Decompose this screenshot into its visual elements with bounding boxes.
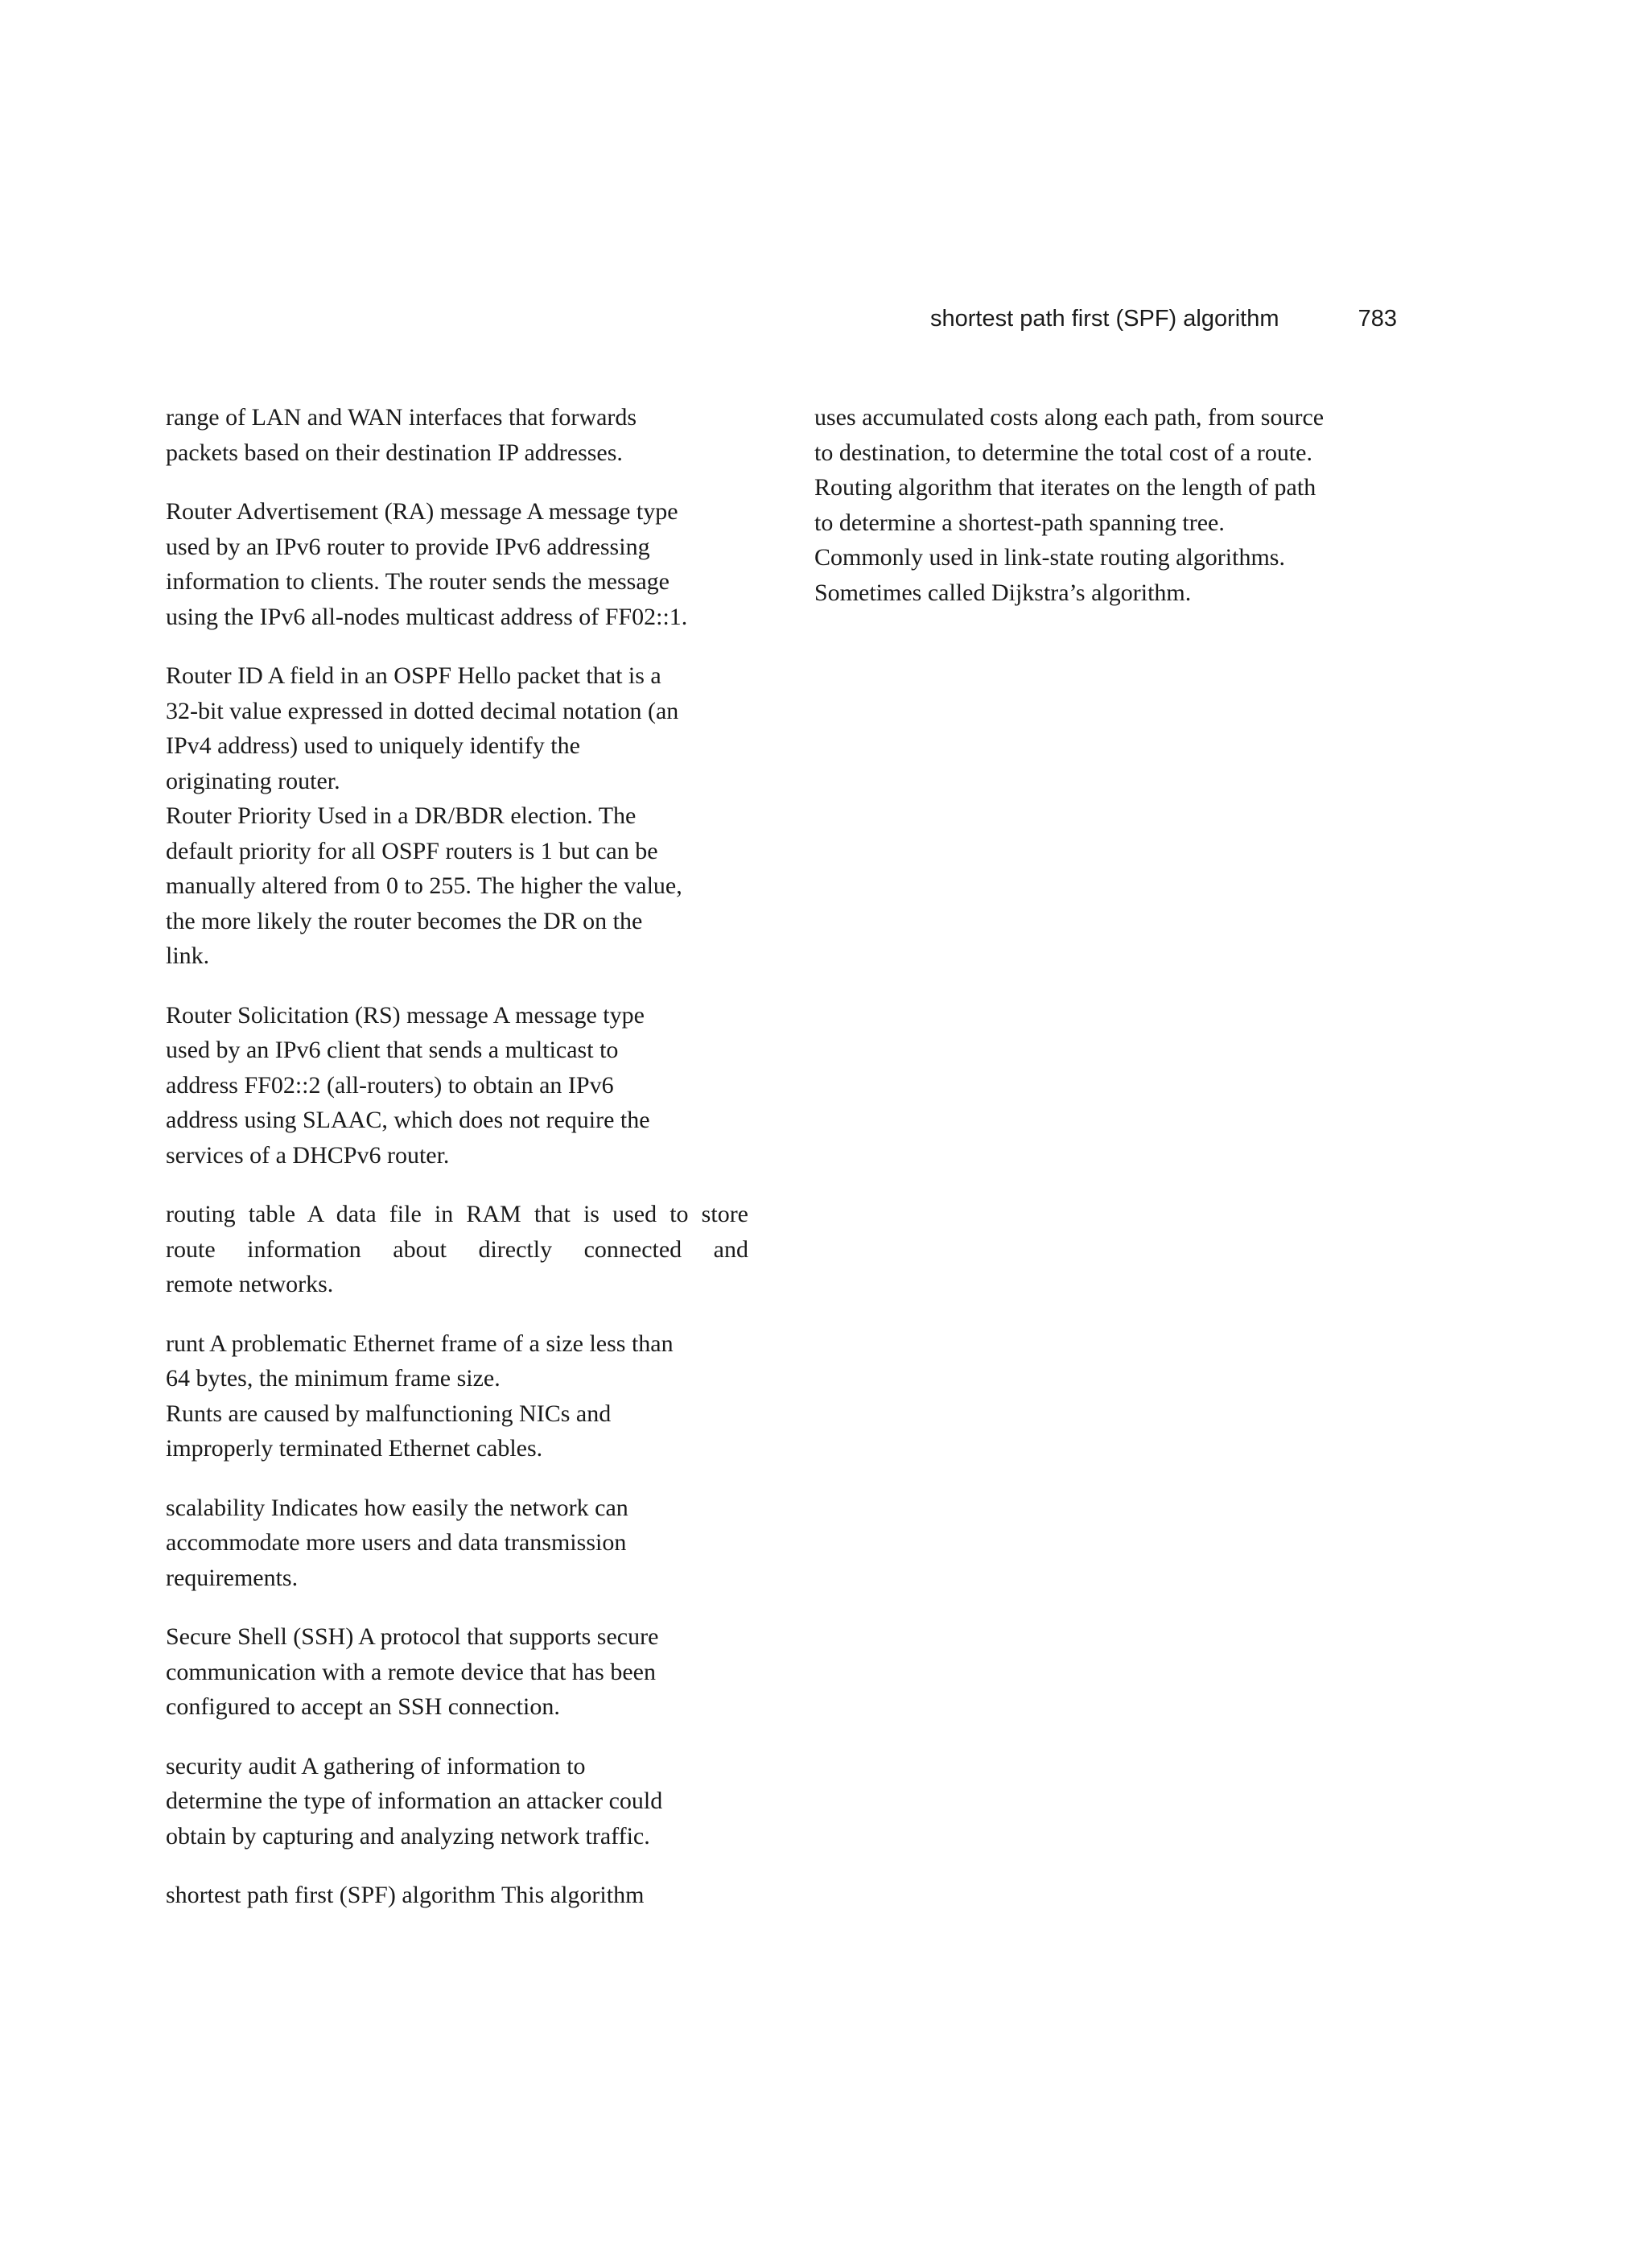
entry-line: routing table A data file in RAM that is used to store: [166, 1201, 748, 1227]
running-head: [885, 301, 1397, 336]
entry-line: link.: [166, 942, 210, 969]
entry-line: obtain by capturing and analyzing network traffic.: [166, 1822, 650, 1849]
glossary-entry-router-advertisement: [166, 494, 748, 634]
entry-line: determine the type of information an attacker could: [166, 1788, 663, 1814]
glossary-entry-security-audit: [166, 1749, 748, 1854]
entry-line: to determine a shortest-path spanning tree.: [814, 509, 1225, 536]
entry-line: originating router.: [166, 767, 340, 794]
entry-line: runt A problematic Ethernet frame of a size less than: [166, 1330, 674, 1357]
entry-line: configured to accept an SSH connection.: [166, 1693, 560, 1720]
entry-line: address FF02::2 (all-routers) to obtain an IPv6: [166, 1071, 614, 1099]
entry-line: Routing algorithm that iterates on the length of path: [814, 474, 1316, 501]
entry-line: Runts are caused by malfunctioning NICs and: [166, 1400, 612, 1427]
entry-line: the more likely the router becomes the DR on the: [166, 907, 643, 934]
entry-line: route information about directly connected and: [166, 1235, 748, 1263]
glossary-entry-router-continued: [166, 400, 748, 470]
entry-line: 64 bytes, the minimum frame size.: [166, 1365, 501, 1392]
entry-line: Sometimes called Dijkstra’s algorithm.: [814, 579, 1192, 606]
entry-line: Router Priority Used in a DR/BDR election. The: [166, 802, 637, 829]
right-column: [814, 400, 1397, 610]
entry-line: packets based on their destination IP addresses.: [166, 439, 623, 466]
entry-line: uses accumulated costs along each path, from source: [814, 404, 1325, 431]
entry-line: default priority for all OSPF routers is 1 but can be: [166, 837, 658, 864]
entry-line: Commonly used in link-state routing algorithms.: [814, 544, 1285, 571]
glossary-entry-spf-algorithm: [166, 1878, 748, 1913]
entry-line: shortest path first (SPF) algorithm This algorithm: [166, 1882, 645, 1908]
glossary-entry-router-id: [166, 658, 748, 798]
entry-line: manually altered from 0 to 255. The higher the value,: [166, 872, 682, 899]
entry-line: scalability Indicates how easily the network can: [166, 1494, 628, 1521]
glossary-entry-router-solicitation: [166, 998, 748, 1173]
entry-line: 32-bit value expressed in dotted decimal notation (an: [166, 697, 679, 724]
page-number: 783: [1358, 306, 1397, 332]
entry-line: improperly terminated Ethernet cables.: [166, 1435, 543, 1462]
entry-line: services of a DHCPv6 router.: [166, 1141, 450, 1169]
running-head-title: shortest path first (SPF) algorithm: [930, 306, 1279, 332]
entry-line: communication with a remote device that has been: [166, 1658, 656, 1685]
entry-line: using the IPv6 all-nodes multicast address of FF02::1.: [166, 603, 688, 630]
entry-line: information to clients. The router sends the message: [166, 568, 670, 595]
entry-line: remote networks.: [166, 1271, 334, 1297]
glossary-entry-routing-table: [166, 1197, 748, 1302]
glossary-entry-spf-algorithm-continued: [814, 400, 1397, 610]
entry-line: Router Solicitation (RS) message A message type: [166, 1001, 645, 1029]
glossary-entry-router-priority: [166, 798, 748, 974]
entry-line: Router Advertisement (RA) message A message type: [166, 498, 678, 525]
entry-line: Secure Shell (SSH) A protocol that supports secure: [166, 1623, 659, 1650]
entry-line: to destination, to determine the total cost of a route.: [814, 439, 1312, 466]
entry-line: used by an IPv6 router to provide IPv6 addressing: [166, 533, 650, 560]
glossary-entry-scalability: [166, 1491, 748, 1596]
entry-line: Router ID A field in an OSPF Hello packet that is a: [166, 662, 661, 689]
entry-line: requirements.: [166, 1564, 299, 1591]
glossary-entry-runt-continued: [166, 1396, 748, 1466]
entry-line: address using SLAAC, which does not require the: [166, 1107, 650, 1133]
glossary-entry-secure-shell: [166, 1619, 748, 1725]
left-column: [166, 400, 748, 1913]
entry-line: accommodate more users and data transmission: [166, 1529, 627, 1556]
entry-line: range of LAN and WAN interfaces that forwards: [166, 404, 637, 431]
entry-line: IPv4 address) used to uniquely identify the: [166, 732, 580, 759]
entry-line: security audit A gathering of information to: [166, 1752, 586, 1779]
glossary-entry-runt: [166, 1326, 748, 1396]
entry-line: used by an IPv6 client that sends a multicast to: [166, 1037, 619, 1063]
